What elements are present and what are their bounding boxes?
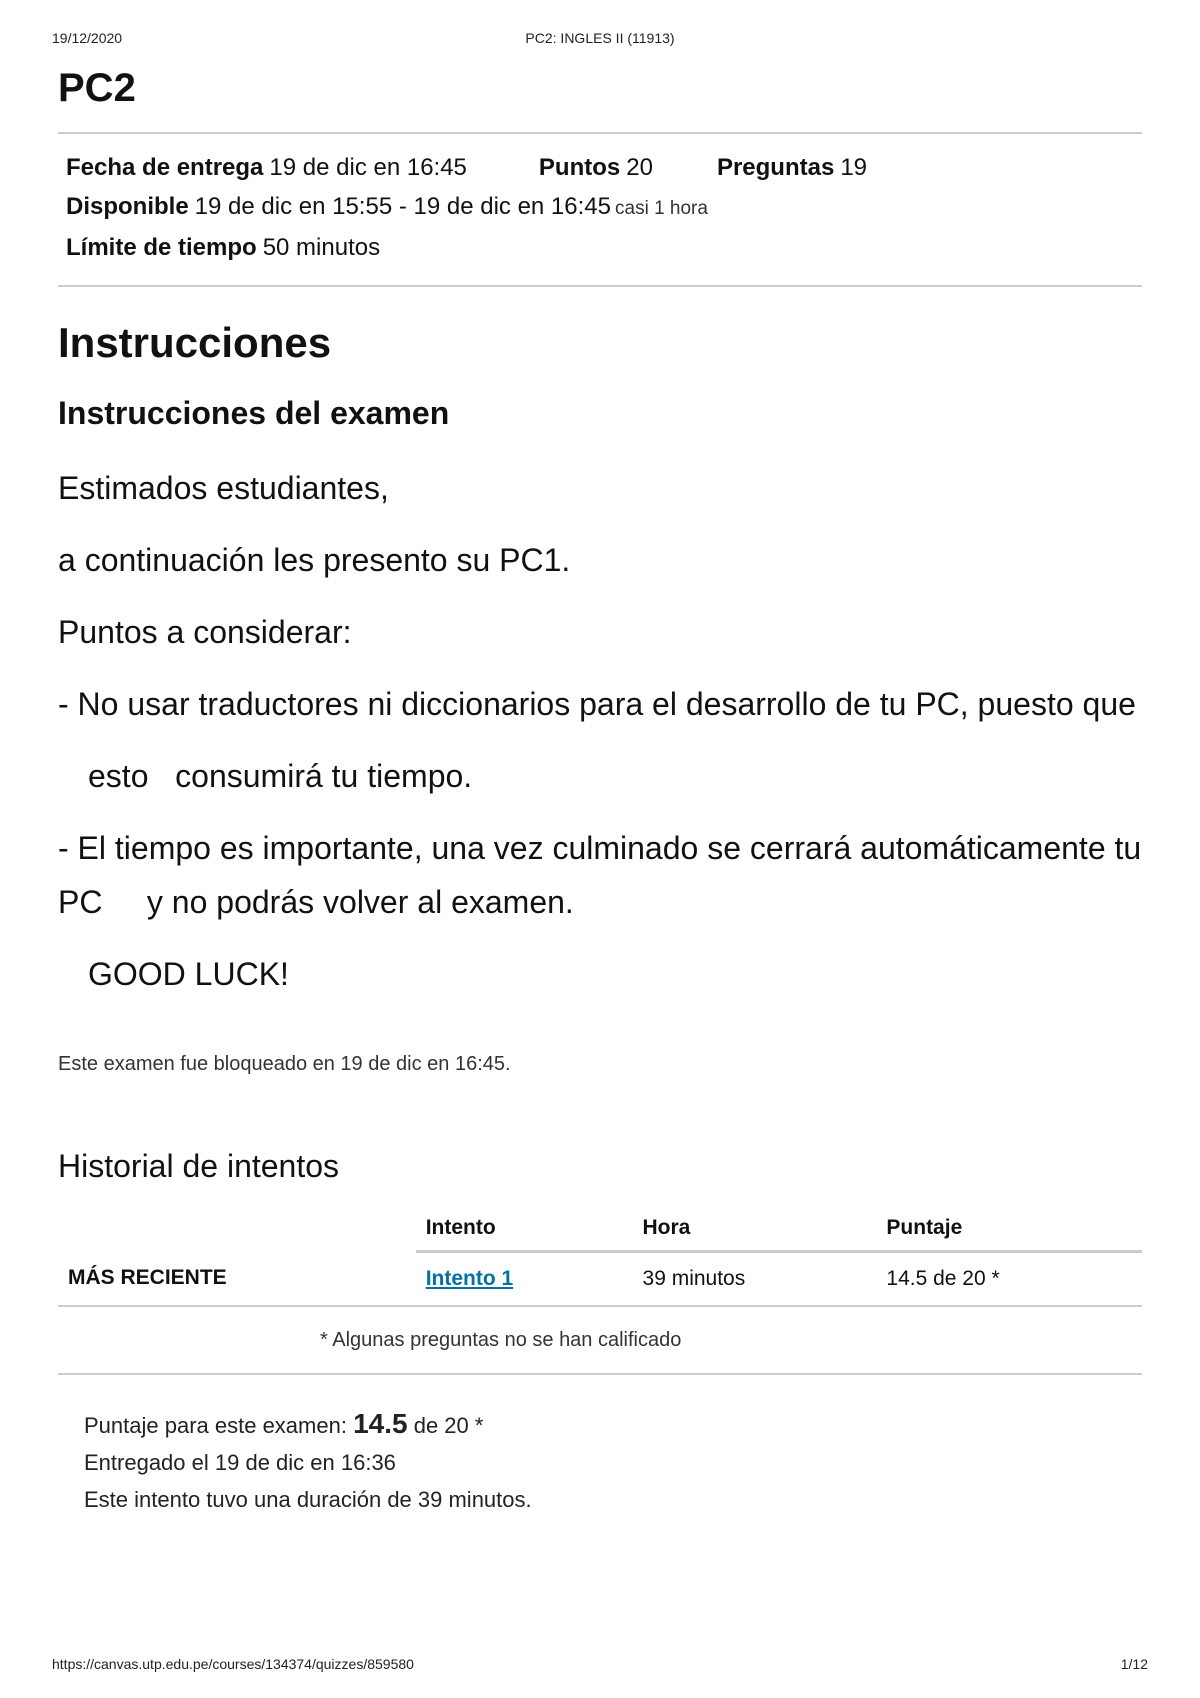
quiz-content — [58, 64, 1151, 1518]
score-summary — [58, 1375, 1142, 1518]
latest-label: MÁS RECIENTE — [58, 1252, 416, 1307]
questions-label: Preguntas — [716, 154, 835, 181]
table-header-empty — [58, 1210, 416, 1252]
points-value: 20 — [626, 154, 653, 181]
attempt-link[interactable]: Intento 1 — [425, 1267, 514, 1290]
available-note: casi 1 hora — [615, 198, 708, 219]
attempt-history-table — [58, 1210, 1142, 1307]
due-label: Fecha de entrega — [66, 154, 264, 181]
print-date: 19/12/2020 — [52, 30, 123, 46]
table-header-row — [58, 1210, 1142, 1252]
instructions-paragraph: a continuación les presento su PC1. — [58, 542, 571, 578]
table-row — [58, 1252, 1142, 1307]
details-row-2 — [66, 187, 1142, 228]
available-label: Disponible — [66, 193, 189, 220]
print-url: https://canvas.utp.edu.pe/courses/134374/quizzes/859580 — [52, 1656, 414, 1672]
score-label: Puntaje para este examen: — [84, 1413, 347, 1438]
instructions-paragraph: esto consumirá tu tiempo. — [88, 758, 473, 794]
submitted-line: Entregado el 19 de dic en 16:36 — [84, 1450, 396, 1475]
quiz-title: PC2 — [58, 66, 136, 110]
instructions-paragraph: - No usar traductores ni diccionarios para el desarrollo de tu PC, puesto que — [58, 686, 1136, 722]
ungraded-note: * Algunas preguntas no se han calificado — [320, 1329, 682, 1351]
attempt-cell — [416, 1252, 633, 1307]
print-course-title: PC2: INGLES II (11913) — [525, 30, 675, 46]
table-header-time: Hora — [633, 1210, 877, 1252]
score-line — [84, 1405, 1142, 1444]
time-limit-label: Límite de tiempo — [66, 234, 257, 261]
instructions-body — [58, 461, 1151, 1001]
score-cell: 14.5 de 20 * — [876, 1252, 1142, 1307]
instructions-paragraph: Puntos a considerar: — [58, 614, 352, 650]
instructions-paragraph: - El tiempo es importante, una vez culminado se cerrará automáticamente tu PC y no podrás volver al examen. — [58, 830, 1151, 920]
table-header-score: Puntaje — [876, 1210, 1142, 1252]
available-value: 19 de dic en 15:55 - 19 de dic en 16:45 — [194, 193, 611, 220]
instructions-heading: Instrucciones — [58, 319, 332, 366]
score-value: 14.5 — [353, 1408, 408, 1439]
page-number: 1/12 — [1120, 1656, 1148, 1672]
time-limit-value: 50 minutos — [262, 234, 381, 261]
due-value: 19 de dic en 16:45 — [269, 154, 467, 181]
instructions-paragraph: Estimados estudiantes, — [58, 470, 389, 506]
details-row-1 — [66, 148, 1142, 187]
points-label: Puntos — [538, 154, 621, 181]
score-suffix: de 20 * — [413, 1413, 484, 1438]
table-header-attempt: Intento — [416, 1210, 633, 1252]
questions-value: 19 — [840, 154, 868, 181]
instructions-subheading: Instrucciones del examen — [58, 395, 450, 431]
history-title: Historial de intentos — [58, 1148, 340, 1184]
divider — [58, 285, 1142, 287]
time-cell: 39 minutos — [633, 1252, 877, 1307]
locked-message: Este examen fue bloqueado en 19 de dic en 16:45. — [58, 1053, 511, 1075]
details-row-3 — [66, 228, 1142, 267]
instructions-paragraph: GOOD LUCK! — [88, 956, 289, 992]
quiz-details — [58, 134, 1142, 285]
duration-line: Este intento tuvo una duración de 39 minutos. — [84, 1487, 532, 1512]
